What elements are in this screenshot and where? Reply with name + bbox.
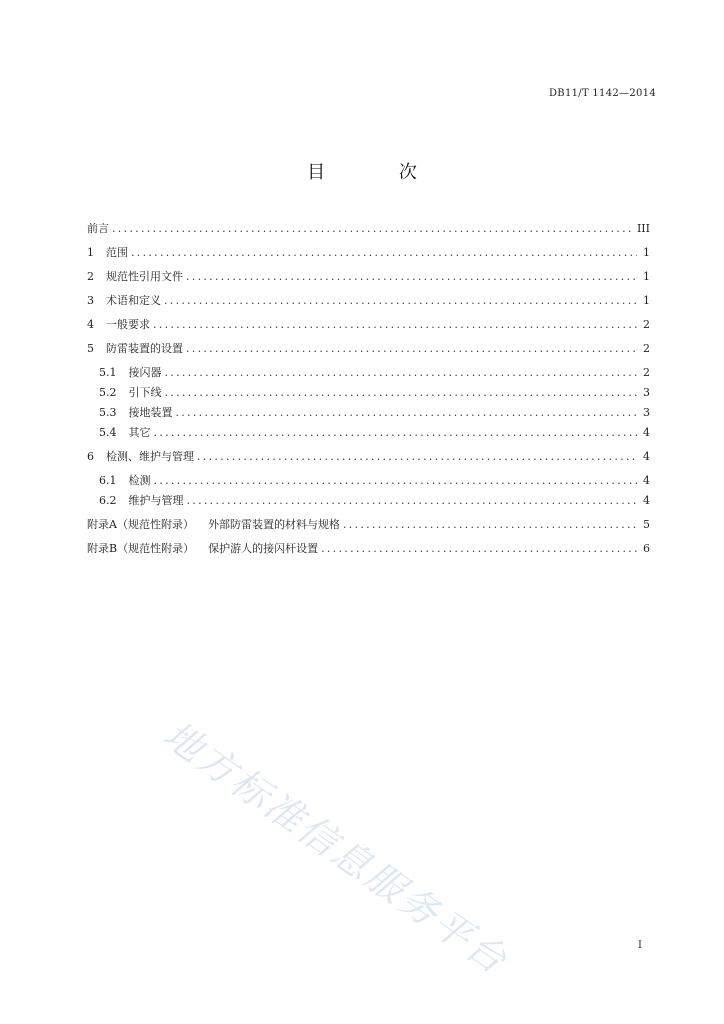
- toc-entry-lightning-protection-setup[interactable]: [87, 339, 650, 359]
- toc-entry-page: 4: [643, 474, 650, 487]
- toc-entry-number: 4: [87, 318, 94, 331]
- toc-entry-number: 5: [87, 342, 94, 355]
- toc-entry-inspection-maintenance[interactable]: [87, 447, 650, 467]
- toc-entry-label: 其它: [128, 426, 151, 439]
- toc-entry-label: 接闪器: [128, 366, 162, 379]
- toc-entry-number: 5.4: [99, 426, 117, 439]
- toc-entry-foreword[interactable]: [87, 219, 650, 239]
- toc-entry-label: 防雷装置的设置: [106, 342, 183, 355]
- toc-entry-number: 3: [87, 294, 94, 307]
- toc-annex-prefix: 附录A（规范性附录）: [87, 518, 194, 531]
- standard-code: DB11/T 1142—2014: [548, 88, 656, 99]
- toc-leader-dots: [164, 291, 637, 311]
- toc-leader-dots: [112, 219, 634, 239]
- toc-entry-number: 2: [87, 270, 94, 283]
- toc-leader-dots: [153, 315, 637, 335]
- toc-entry-label: 检测: [128, 474, 151, 487]
- toc-leader-dots: [131, 243, 637, 263]
- toc-entry-label: 术语和定义: [106, 294, 161, 307]
- toc-entry-terms-definitions[interactable]: [87, 291, 650, 311]
- toc-entry-page: 3: [643, 406, 650, 419]
- toc-entry-page: 4: [643, 450, 650, 463]
- toc-entry-earthing[interactable]: [87, 403, 650, 423]
- toc-entry-down-conductor[interactable]: [87, 383, 650, 403]
- toc-leader-dots: [186, 267, 637, 287]
- toc-leader-dots: [176, 403, 638, 423]
- toc-entry-label: 范围: [106, 246, 128, 259]
- page-title: 目 次: [307, 162, 451, 183]
- toc-entry-number: 5.1: [99, 366, 117, 379]
- toc-entry-page: 2: [643, 366, 650, 379]
- toc-entry-label: 维护与管理: [128, 494, 184, 507]
- toc-entry-label: 规范性引用文件: [106, 270, 183, 283]
- toc-entry-scope[interactable]: [87, 243, 650, 263]
- toc-entry-annex-b[interactable]: [87, 539, 650, 559]
- toc-entry-page: 1: [643, 294, 650, 307]
- toc-leader-dots: [197, 447, 637, 467]
- toc-entry-annex-a[interactable]: [87, 515, 650, 535]
- toc-entry-label: 引下线: [128, 386, 162, 399]
- toc-entry-label: 保护游人的接闪杆设置: [208, 542, 319, 555]
- table-of-contents: [87, 219, 650, 563]
- toc-entry-air-terminal[interactable]: [87, 363, 650, 383]
- toc-entry-general-requirements[interactable]: [87, 315, 650, 335]
- toc-entry-label: 检测、维护与管理: [106, 450, 194, 463]
- toc-entry-page: 3: [643, 386, 650, 399]
- toc-entry-page: 6: [643, 542, 650, 555]
- toc-entry-page: III: [636, 222, 650, 235]
- toc-entry-number: 5.3: [99, 406, 117, 419]
- toc-entry-page: 4: [643, 426, 650, 439]
- toc-leader-dots: [187, 491, 638, 511]
- page-number: I: [638, 940, 642, 951]
- toc-entry-label: 外部防雷装置的材料与规格: [207, 518, 340, 531]
- toc-leader-dots: [165, 363, 638, 383]
- toc-leader-dots: [321, 539, 637, 559]
- toc-leader-dots: [165, 383, 638, 403]
- toc-entry-page: 2: [643, 342, 650, 355]
- toc-leader-dots: [154, 471, 638, 491]
- toc-entry-others[interactable]: [87, 423, 650, 443]
- toc-leader-dots: [154, 423, 638, 443]
- toc-entry-number: 1: [87, 246, 94, 259]
- toc-entry-number: 6.1: [99, 474, 117, 487]
- watermark-text: 地方标准信息服务平台: [155, 712, 517, 984]
- toc-entry-label: 接地装置: [128, 406, 173, 419]
- toc-leader-dots: [186, 339, 637, 359]
- toc-entry-number: 6.2: [99, 494, 117, 507]
- toc-entry-page: 5: [643, 518, 650, 531]
- toc-entry-maintenance-management[interactable]: [87, 491, 650, 511]
- toc-leader-dots: [343, 515, 637, 535]
- toc-entry-page: 1: [643, 246, 650, 259]
- toc-annex-prefix: 附录B（规范性附录）: [87, 542, 195, 555]
- toc-entry-inspection[interactable]: [87, 471, 650, 491]
- toc-entry-label: 一般要求: [106, 318, 150, 331]
- toc-entry-label: 前言: [87, 222, 109, 235]
- toc-entry-page: 2: [643, 318, 650, 331]
- toc-entry-number: 6: [87, 450, 94, 463]
- toc-entry-page: 1: [643, 270, 650, 283]
- toc-entry-number: 5.2: [99, 386, 117, 399]
- toc-entry-normative-references[interactable]: [87, 267, 650, 287]
- toc-entry-page: 4: [643, 494, 650, 507]
